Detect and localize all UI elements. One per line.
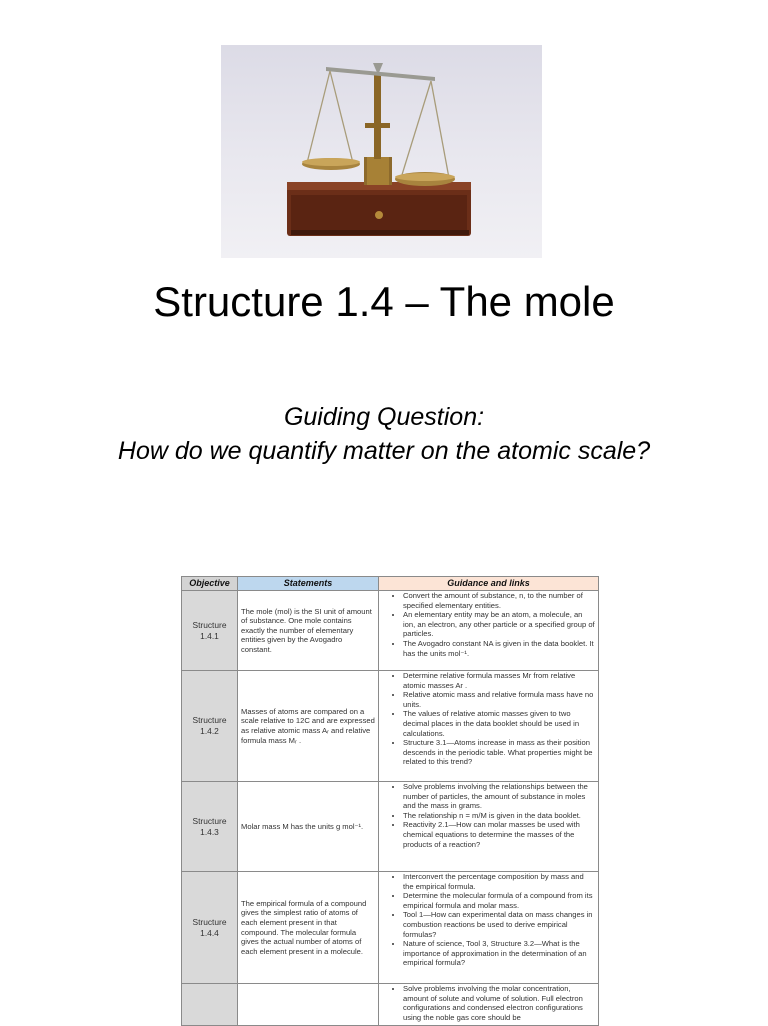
guidance-item: • Convert the amount of substance, n, to the number of specified elementary entities. <box>403 591 596 610</box>
objective-cell: Structure 1.4.1 <box>182 591 238 671</box>
guiding-question <box>0 400 768 468</box>
objectives-table <box>181 576 599 1026</box>
objective-cell: Structure 1.4.2 <box>182 671 238 782</box>
objective-cell: Structure 1.4.4 <box>182 872 238 984</box>
guidance-cell <box>379 872 599 984</box>
guidance-item: • Relative atomic mass and relative formula mass have no units. <box>403 690 596 709</box>
guiding-question-heading: Guiding Question: <box>283 403 485 431</box>
guidance-cell <box>379 671 599 782</box>
guidance-item: • Interconvert the percentage composition by mass and the empirical formula. <box>403 872 596 891</box>
guidance-item: • The relationship n = m/M is given in the data booklet. <box>403 811 596 821</box>
guidance-item: • Determine relative formula masses Mr from relative atomic masses Ar . <box>403 671 596 690</box>
statement-cell: The empirical formula of a compound gives the simplest ratio of atoms of each element present in that compound. The molecular formula gives the actual number of atoms of each element present in a molecule. <box>238 872 379 984</box>
table-row <box>182 782 599 872</box>
guidance-item: • The Avogadro constant NA is given in the data booklet. It has the units mol⁻¹. <box>403 639 596 658</box>
guiding-question-text: How do we quantify matter on the atomic scale? <box>117 437 651 465</box>
statement-cell: Masses of atoms are compared on a scale relative to 12C and are expressed as relative atomic mass Aᵣ and relative formula mass Mᵣ . <box>238 671 379 782</box>
guidance-item: • Solve problems involving the relationships between the number of particles, the amount of substance in moles and the mass in grams. <box>403 782 596 811</box>
objective-cell: Structure 1.4.3 <box>182 782 238 872</box>
page-title: Structure 1.4 – The mole <box>153 278 615 325</box>
table-row <box>182 671 599 782</box>
statement-cell: The mole (mol) is the SI unit of amount of substance. One mole contains exactly the number of elementary entities given by the Avogadro constant. <box>238 591 379 671</box>
statement-cell: Molar mass M has the units g mol⁻¹. <box>238 782 379 872</box>
header-objective: Objective <box>182 577 238 591</box>
table-row <box>182 872 599 984</box>
balance-scale-photo <box>221 45 542 258</box>
table-row <box>182 591 599 671</box>
objective-cell <box>182 984 238 1026</box>
header-guidance: Guidance and links <box>379 577 599 591</box>
table-row <box>182 984 599 1026</box>
guidance-item: • An elementary entity may be an atom, a molecule, an ion, an electron, any other particle or a specified group of particles. <box>403 610 596 639</box>
guidance-cell <box>379 591 599 671</box>
guidance-item: • Tool 1—How can experimental data on mass changes in combustion reactions be used to derive empirical formulas? <box>403 910 596 939</box>
guidance-item: • Reactivity 2.1—How can molar masses be used with chemical equations to determine the masses of the products of a reaction? <box>403 820 596 849</box>
guidance-cell <box>379 782 599 872</box>
guidance-item: • Nature of science, Tool 3, Structure 3.2—What is the importance of approximation in the determination of an empirical formula? <box>403 939 596 968</box>
guidance-cell <box>379 984 599 1026</box>
guidance-item: • Determine the molecular formula of a compound from its empirical formula and molar mass. <box>403 891 596 910</box>
guidance-item: • The values of relative atomic masses given to two decimal places in the data booklet should be used in calculations. <box>403 709 596 738</box>
statement-cell <box>238 984 379 1026</box>
guidance-item: • Structure 3.1—Atoms increase in mass as their position descends in the periodic table. What properties might be related to this trend? <box>403 738 596 767</box>
guidance-item: • Solve problems involving the molar concentration, amount of solute and volume of solution. Full electron configurations and condensed electron configurations using the noble gas core should be <box>403 984 596 1022</box>
header-statements: Statements <box>238 577 379 591</box>
